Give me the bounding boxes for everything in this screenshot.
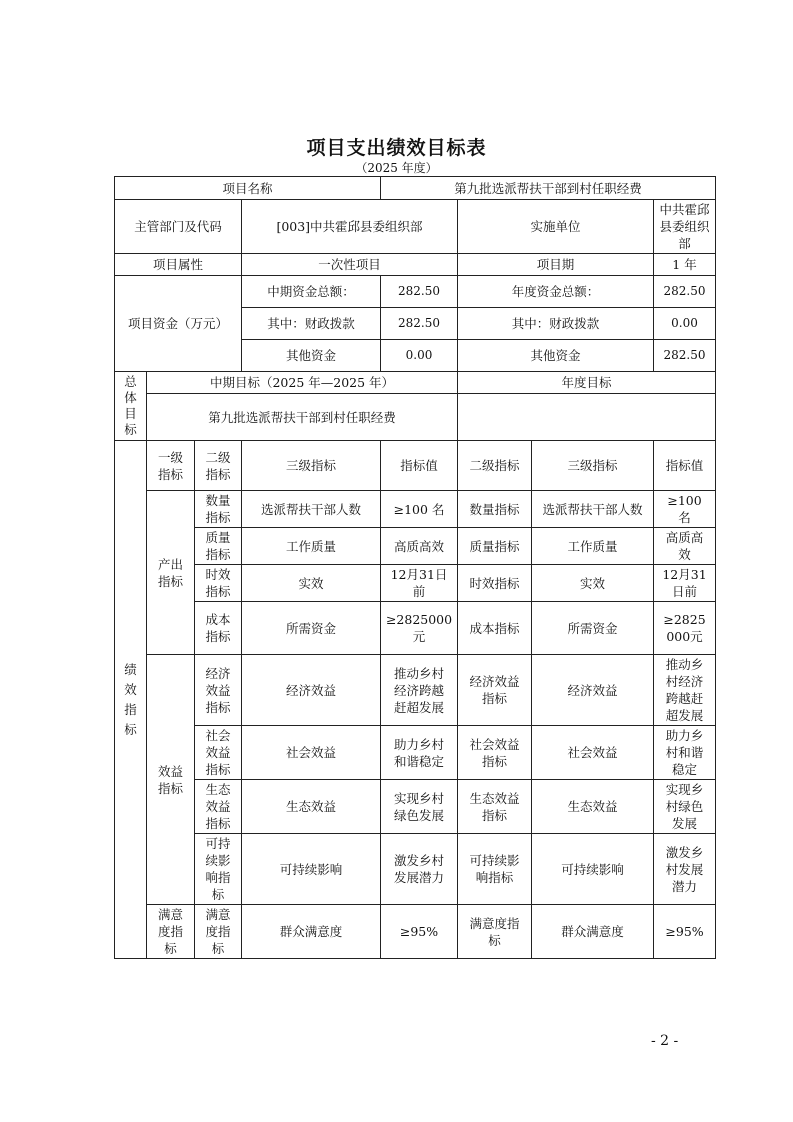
row-l3: 群众满意度: [242, 905, 381, 959]
row-attributes: [115, 254, 716, 276]
mid-goal-text: 第九批选派帮扶干部到村任职经费: [147, 394, 458, 441]
attr-label: 项目属性: [115, 254, 242, 276]
row-l3b: 经济效益: [532, 655, 654, 726]
annual-total-value: 282.50: [654, 276, 716, 308]
header-level2b: 二级指标: [458, 441, 532, 491]
mid-other-label: 其他资金: [242, 340, 381, 372]
row-l3: 选派帮扶干部人数: [242, 491, 381, 528]
row-l2: 时效指标: [195, 565, 242, 602]
header-value: 指标值: [381, 441, 458, 491]
perf-indicator-label: 绩效指标: [115, 441, 147, 959]
row-l3b: 生态效益: [532, 780, 654, 834]
row-valueb: 激发乡村发展潜力: [654, 834, 716, 905]
row-l2: 可持续影响指标: [195, 834, 242, 905]
row-value: ≥95%: [381, 905, 458, 959]
row-l2: 满意度指标: [195, 905, 242, 959]
page-title: 项目支出绩效目标表: [306, 137, 487, 159]
row-valueb: 12月31日前: [654, 565, 716, 602]
benefit-indicator-label: 效益指标: [147, 655, 195, 905]
page-number: - 2 -: [651, 1033, 679, 1049]
header-valueb: 指标值: [654, 441, 716, 491]
row-goal-headers: [115, 372, 716, 394]
mid-fiscal-value: 282.50: [381, 308, 458, 340]
period-value: 1 年: [654, 254, 716, 276]
attr-value: 一次性项目: [242, 254, 458, 276]
row-l2b: 数量指标: [458, 491, 532, 528]
row-valueb: 助力乡村和谐稳定: [654, 726, 716, 780]
row-l2: 生态效益指标: [195, 780, 242, 834]
mid-total-label: 中期资金总额：: [242, 276, 381, 308]
annual-goal-header: 年度目标: [458, 372, 716, 394]
row-l2: 经济效益指标: [195, 655, 242, 726]
row-l2b: 时效指标: [458, 565, 532, 602]
mid-other-value: 0.00: [381, 340, 458, 372]
row-l3: 可持续影响: [242, 834, 381, 905]
annual-total-label: 年度资金总额：: [458, 276, 654, 308]
row-value: 实现乡村绿色发展: [381, 780, 458, 834]
mid-goal-header: 中期目标（2025 年—2025 年）: [147, 372, 458, 394]
annual-fiscal-value: 0.00: [654, 308, 716, 340]
table-row: [115, 655, 716, 726]
row-l2b: 社会效益指标: [458, 726, 532, 780]
row-l3: 经济效益: [242, 655, 381, 726]
row-valueb: ≥95%: [654, 905, 716, 959]
row-l2b: 可持续影响指标: [458, 834, 532, 905]
row-l2b: 成本指标: [458, 602, 532, 655]
funds-label: 项目资金（万元）: [115, 276, 242, 372]
row-department: [115, 200, 716, 254]
impl-unit-label: 实施单位: [458, 200, 654, 254]
row-indicator-headers: [115, 441, 716, 491]
header-level1: 一级指标: [147, 441, 195, 491]
row-l2: 成本指标: [195, 602, 242, 655]
row-l3: 所需资金: [242, 602, 381, 655]
table-row: [115, 780, 716, 834]
row-value: 激发乡村发展潜力: [381, 834, 458, 905]
impl-unit-value: 中共霍邱县委组织部: [654, 200, 716, 254]
table-row: [115, 565, 716, 602]
row-l3b: 所需资金: [532, 602, 654, 655]
row-l2: 质量指标: [195, 528, 242, 565]
row-l3: 工作质量: [242, 528, 381, 565]
table-row: [115, 491, 716, 528]
project-name-value: 第九批选派帮扶干部到村任职经费: [381, 177, 716, 200]
row-value: 12月31日前: [381, 565, 458, 602]
row-l2: 数量指标: [195, 491, 242, 528]
mid-total-value: 282.50: [381, 276, 458, 308]
dept-label: 主管部门及代码: [115, 200, 242, 254]
header-level3: 三级指标: [242, 441, 381, 491]
row-valueb: 实现乡村绿色发展: [654, 780, 716, 834]
row-valueb: 推动乡村经济跨越赶超发展: [654, 655, 716, 726]
row-l2b: 生态效益指标: [458, 780, 532, 834]
row-l2b: 质量指标: [458, 528, 532, 565]
mid-fiscal-label: 其中：财政拨款: [242, 308, 381, 340]
row-l3b: 工作质量: [532, 528, 654, 565]
row-value: 推动乡村经济跨越赶超发展: [381, 655, 458, 726]
row-valueb: ≥2825000元: [654, 602, 716, 655]
performance-target-table: [114, 176, 716, 959]
annual-goal-text: [458, 394, 716, 441]
row-value: ≥2825000元: [381, 602, 458, 655]
row-l3b: 可持续影响: [532, 834, 654, 905]
row-project-name: [115, 177, 716, 200]
row-l3: 生态效益: [242, 780, 381, 834]
table-row: [115, 726, 716, 780]
table-row: [115, 602, 716, 655]
header-level3b: 三级指标: [532, 441, 654, 491]
period-label: 项目期: [458, 254, 654, 276]
overall-goal-label: 总体目标: [115, 372, 147, 441]
row-value: 助力乡村和谐稳定: [381, 726, 458, 780]
row-l3: 社会效益: [242, 726, 381, 780]
row-funds-total: [115, 276, 716, 308]
row-goal-content: [115, 394, 716, 441]
header-level2: 二级指标: [195, 441, 242, 491]
row-value: 高质高效: [381, 528, 458, 565]
row-l2: 社会效益指标: [195, 726, 242, 780]
row-l3b: 选派帮扶干部人数: [532, 491, 654, 528]
row-value: ≥100 名: [381, 491, 458, 528]
satisfaction-indicator-label: 满意度指标: [147, 905, 195, 959]
annual-fiscal-label: 其中：财政拨款: [458, 308, 654, 340]
year-subtitle: （2025 年度）: [355, 161, 438, 175]
annual-other-label: 其他资金: [458, 340, 654, 372]
row-l3b: 群众满意度: [532, 905, 654, 959]
table-row: [115, 905, 716, 959]
row-valueb: 高质高效: [654, 528, 716, 565]
row-l3: 实效: [242, 565, 381, 602]
output-indicator-label: 产出指标: [147, 491, 195, 655]
table-row: [115, 834, 716, 905]
table-row: [115, 528, 716, 565]
project-name-label: 项目名称: [115, 177, 381, 200]
row-l2b: 经济效益指标: [458, 655, 532, 726]
dept-value: [003]中共霍邱县委组织部: [242, 200, 458, 254]
annual-other-value: 282.50: [654, 340, 716, 372]
row-l2b: 满意度指标: [458, 905, 532, 959]
row-l3b: 社会效益: [532, 726, 654, 780]
row-valueb: ≥100名: [654, 491, 716, 528]
row-l3b: 实效: [532, 565, 654, 602]
